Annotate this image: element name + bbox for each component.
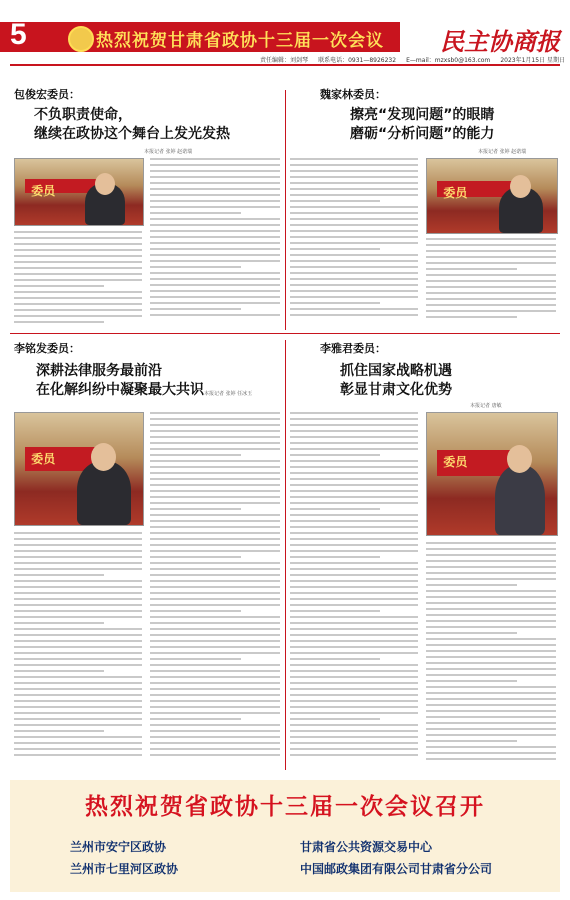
venue-sign-text: 委员 xyxy=(31,451,56,466)
headline-line-1: 深耕法律服务最前沿 xyxy=(36,363,162,379)
article-wei-jialin xyxy=(290,86,560,331)
delegate-figure xyxy=(495,465,545,535)
portrait-photo xyxy=(426,158,558,234)
sponsor-qilihe-cppcc: 兰州市七里河区政协 xyxy=(70,862,179,876)
header-rule xyxy=(10,64,560,66)
article-body-col-2 xyxy=(426,238,556,328)
sponsor-public-resources-center: 甘肃省公共资源交易中心 xyxy=(300,840,433,854)
issue-date: 2023年1月15日 星期日 xyxy=(500,57,565,64)
article-bao-junhong xyxy=(14,86,282,331)
article-li-mingfa xyxy=(14,340,282,770)
headline-line-2: 在化解纠纷中凝聚最大共识 xyxy=(36,382,204,398)
article-body-col-2 xyxy=(150,412,280,768)
ad-title: 热烈祝贺省政协十三届一次会议召开 xyxy=(85,794,485,820)
article-body-col-1 xyxy=(290,158,418,328)
byline: 本报记者 张婷 赵诺瑞 xyxy=(144,149,193,155)
member-name: 李雅君委员： xyxy=(320,342,386,355)
article-body-col-2 xyxy=(426,542,556,768)
byline: 本报记者 张婷 任冰玉 xyxy=(204,391,253,397)
headline-line-2: 磨砺“分析问题”的能力 xyxy=(350,126,495,142)
headline-line-1: 抓住国家战略机遇 xyxy=(340,363,452,379)
member-name: 魏家林委员： xyxy=(320,88,386,101)
newspaper-masthead: 民主协商报 xyxy=(440,27,560,56)
byline: 本报记者 张婷 赵诺瑞 xyxy=(478,149,527,155)
headline-line-1: 不负职责使命， xyxy=(34,107,132,123)
editor-credit: 责任编辑：刘剑琴 xyxy=(260,57,309,64)
contact-email: E—mail：mzxsb0@163.com xyxy=(406,57,491,64)
venue-sign-text: 委员 xyxy=(31,183,56,198)
article-li-yajun xyxy=(290,340,560,770)
column-divider-bottom xyxy=(285,340,286,770)
portrait-photo xyxy=(14,412,144,526)
banner-title: 热烈祝贺甘肃省政协十三届一次会议 xyxy=(96,31,384,51)
portrait-photo xyxy=(426,412,558,536)
venue-sign-text: 委员 xyxy=(443,454,468,469)
article-body-col-1 xyxy=(14,231,142,329)
article-body-col-2 xyxy=(150,158,280,328)
delegate-face xyxy=(91,443,116,471)
article-body-col-1 xyxy=(14,532,142,768)
congratulations-ad xyxy=(10,780,560,892)
page-meta xyxy=(260,55,565,64)
page-number: 5 xyxy=(10,18,27,51)
contact-phone: 联系电话：0931—8926232 xyxy=(318,57,397,64)
sponsor-anning-cppcc: 兰州市安宁区政协 xyxy=(70,840,167,854)
venue-sign-text: 委员 xyxy=(443,186,468,201)
cppcc-emblem-icon xyxy=(68,26,94,52)
delegate-face xyxy=(95,173,115,195)
column-divider-top xyxy=(285,90,286,330)
headline-line-1: 擦亮“发现问题”的眼睛 xyxy=(350,107,495,123)
section-divider-middle xyxy=(10,333,560,334)
portrait-photo xyxy=(14,158,144,226)
byline: 本报记者 唐敏 xyxy=(470,403,502,409)
page-banner xyxy=(0,0,570,70)
delegate-face xyxy=(510,175,531,198)
headline-line-2: 彰显甘肃文化优势 xyxy=(340,382,452,398)
article-body-col-1 xyxy=(290,412,418,768)
sponsor-china-post-gansu: 中国邮政集团有限公司甘肃省分公司 xyxy=(300,862,493,876)
member-name: 李铭发委员： xyxy=(14,342,80,355)
member-name: 包俊宏委员： xyxy=(14,88,80,101)
headline-line-2: 继续在政协这个舞台上发光发热 xyxy=(34,126,230,142)
delegate-face xyxy=(507,445,532,473)
